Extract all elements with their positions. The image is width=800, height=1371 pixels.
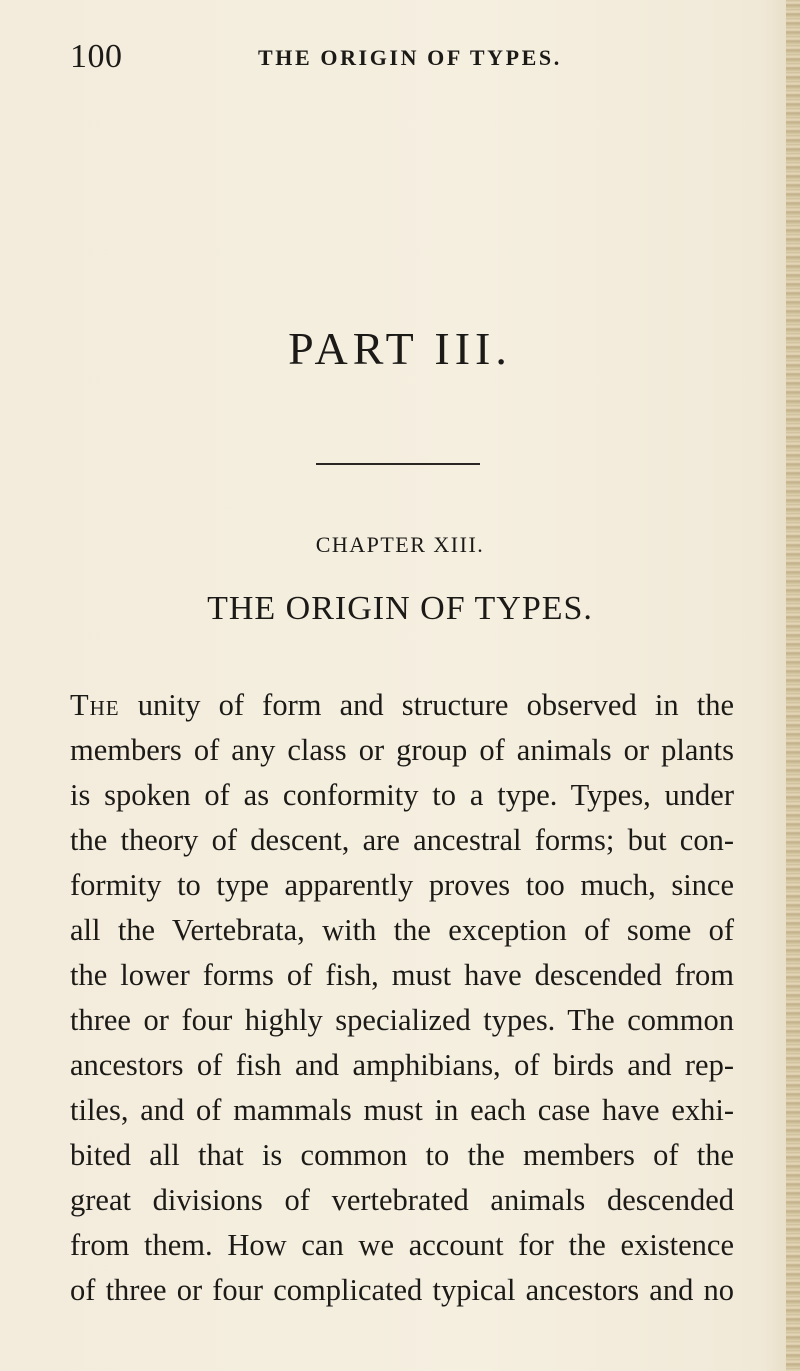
part-title: PART III. bbox=[288, 323, 512, 374]
chapter-title: THE ORIGIN OF TYPES. bbox=[207, 590, 593, 627]
body-line: great divisions of vertebrated animals descended bbox=[70, 1183, 734, 1217]
body-line: three or four highly specialized types. The common bbox=[70, 1003, 734, 1037]
body-line: is spoken of as conformity to a type. Types, under bbox=[70, 778, 734, 812]
page-edge bbox=[786, 0, 800, 1371]
body-line-text: unity of form and structure observed in the bbox=[119, 688, 734, 722]
body-line: all the Vertebrata, with the exception of some of bbox=[70, 913, 734, 947]
body-line: formity to type apparently proves too much, since bbox=[70, 868, 734, 902]
body-line: ancestors of fish and amphibians, of birds and rep- bbox=[70, 1048, 734, 1082]
body-line: members of any class or group of animals or plants bbox=[70, 733, 734, 767]
body-line: bited all that is common to the members of the bbox=[70, 1138, 734, 1172]
body-line: of three or four complicated typical ancestors and no bbox=[70, 1273, 734, 1307]
page-number: 100 bbox=[70, 38, 123, 75]
chapter-label: CHAPTER XIII. bbox=[315, 532, 485, 557]
section-rule bbox=[316, 463, 480, 465]
body-line: from them. How can we account for the existence bbox=[70, 1228, 734, 1262]
body-paragraph bbox=[70, 683, 734, 1313]
body-line bbox=[70, 683, 734, 728]
running-head: THE ORIGIN OF TYPES. bbox=[258, 45, 562, 70]
body-line: the lower forms of fish, must have descended from bbox=[70, 958, 734, 992]
body-line: the theory of descent, are ancestral forms; but con- bbox=[70, 823, 734, 857]
first-word: The bbox=[70, 688, 120, 722]
body-line: tiles, and of mammals must in each case have exhi- bbox=[70, 1093, 734, 1127]
